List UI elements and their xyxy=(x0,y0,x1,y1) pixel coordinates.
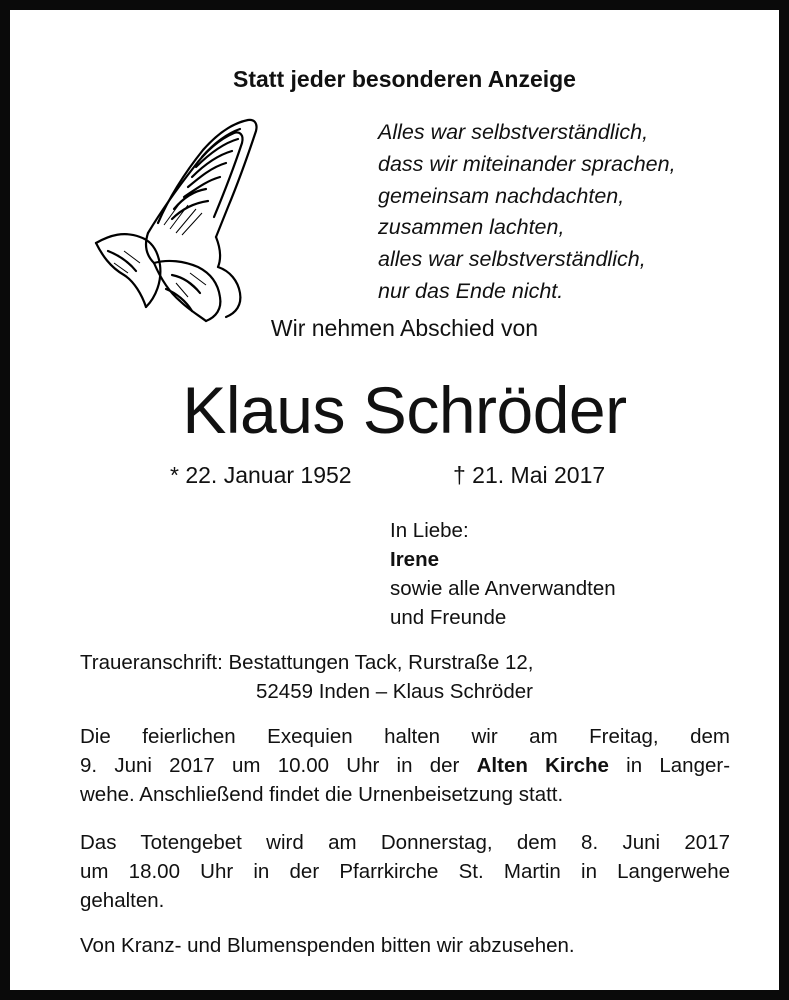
praying-hands-icon xyxy=(88,105,278,325)
poem-line: gemeinsam nachdachten, xyxy=(378,183,625,208)
service-text: in Langer- xyxy=(626,754,731,777)
poem-line: alles war selbstverständlich, xyxy=(378,247,646,272)
family-label: In Liebe: xyxy=(390,519,469,542)
birth-date: * 22. Januar 1952 xyxy=(170,462,352,488)
church-name: Alten Kirche xyxy=(476,754,609,777)
service-text: 9. Juni 2017 um 10.00 Uhr in der xyxy=(80,754,460,777)
friends-line: und Freunde xyxy=(390,606,507,629)
mourning-address xyxy=(80,648,534,706)
address-line2: 52459 Inden – Klaus Schröder xyxy=(256,680,533,703)
prayer-line: Das Totengebet wird am Donnerstag, dem 8. Juni 2017 xyxy=(80,831,730,854)
address-label: Traueranschrift: xyxy=(80,651,223,674)
address-line1: Bestattungen Tack, Rurstraße 12, xyxy=(228,651,534,674)
service-paragraph xyxy=(80,722,730,809)
service-line: wehe. Anschließend findet die Urnenbeisetzung statt. xyxy=(80,783,564,806)
intro-text: Wir nehmen Abschied von xyxy=(270,315,539,341)
poem-line: zusammen lachten, xyxy=(378,215,565,240)
poem-line: dass wir miteinander sprachen, xyxy=(378,151,676,176)
service-line: Die feierlichen Exequien halten wir am Freitag, dem xyxy=(80,725,730,748)
prayer-line: um 18.00 Uhr in der Pfarrkirche St. Martin in Langerwehe xyxy=(80,860,730,883)
deceased-name: Klaus Schröder xyxy=(182,373,627,447)
poem-line: Alles war selbstverständlich, xyxy=(378,120,649,144)
poem xyxy=(378,117,676,308)
closing-note xyxy=(80,931,730,960)
prayer-line: gehalten. xyxy=(80,889,165,912)
family-block xyxy=(390,516,616,632)
spouse-name: Irene xyxy=(390,548,439,571)
service-line xyxy=(80,751,730,780)
notice-header: Statt jeder besonderen Anzeige xyxy=(233,66,576,92)
poem-line: nur das Ende nicht. xyxy=(378,278,564,303)
closing-line: Von Kranz- und Blumenspenden bitten wir abzusehen. xyxy=(80,934,575,957)
relatives-line: sowie alle Anverwandten xyxy=(390,577,616,600)
prayer-paragraph xyxy=(80,828,730,915)
death-date: † 21. Mai 2017 xyxy=(453,462,606,488)
